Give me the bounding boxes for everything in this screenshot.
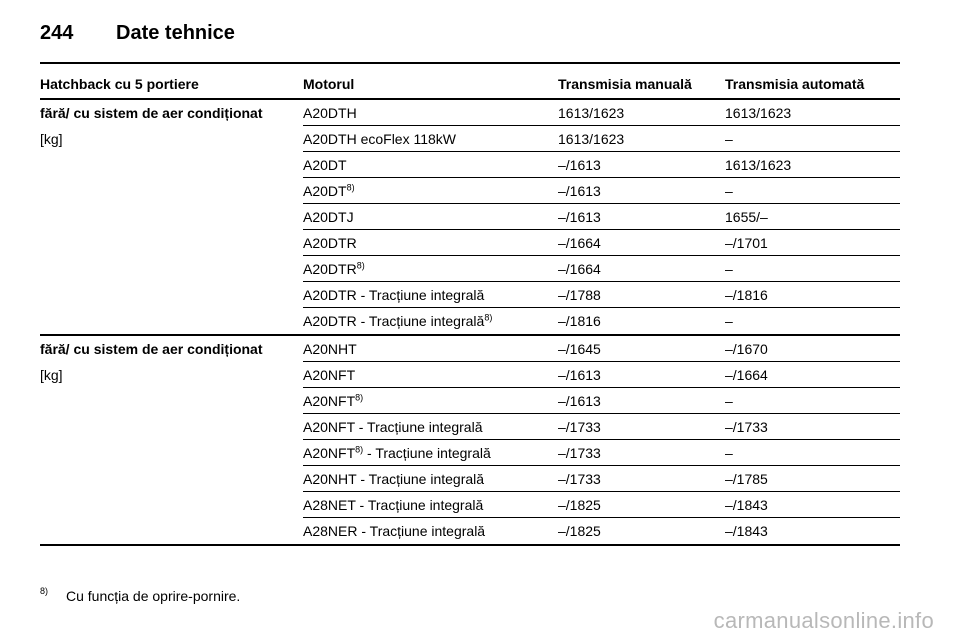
table-row: [303, 230, 900, 256]
header-group: Hatchback cu 5 portiere: [40, 76, 199, 92]
cell-auto: –/1733: [725, 418, 768, 435]
group-unit: [kg]: [40, 131, 63, 147]
cell-manual: –/1613: [558, 392, 601, 409]
cell-motor: [303, 157, 558, 173]
cell-motor: [303, 471, 558, 487]
page-title: Date tehnice: [116, 21, 235, 44]
cell-auto: –/1816: [725, 286, 768, 303]
footnote-ref: 8): [355, 443, 364, 454]
table-row: [303, 518, 900, 544]
table-row: [303, 362, 900, 388]
cell-manual: –/1825: [558, 496, 601, 513]
watermark: carmanualsonline.info: [713, 608, 934, 633]
motor-name: A28NET - Tracțiune integrală: [303, 496, 484, 513]
group-unit: [kg]: [40, 367, 63, 383]
motor-name: A20DTJ: [303, 208, 354, 225]
cell-motor: [303, 261, 558, 277]
cell-motor: [303, 419, 558, 435]
cell-manual: –/1664: [558, 234, 601, 251]
table-group: [40, 336, 900, 546]
motor-suffix: - Tracțiune integrală: [363, 444, 491, 461]
table-row: [303, 414, 900, 440]
header-manual: Transmisia manuală: [558, 76, 692, 92]
footnote-text: Cu funcția de oprire-pornire.: [66, 588, 241, 604]
table-row: [303, 388, 900, 414]
cell-manual: –/1733: [558, 444, 601, 461]
cell-motor: [303, 523, 558, 539]
motor-name: A20DT: [303, 182, 347, 199]
group-label: [40, 100, 303, 334]
table-row: [303, 256, 900, 282]
table-group: [40, 100, 900, 336]
motor-name: A20NFT: [303, 444, 356, 461]
table-row: [303, 178, 900, 204]
motor-name: A28NER - Tracțiune integrală: [303, 523, 486, 539]
footnote-mark: 8): [40, 586, 49, 596]
table-row: [303, 308, 900, 334]
cell-manual: –/1613: [558, 208, 601, 225]
cell-auto: 1655/–: [725, 208, 768, 225]
table-header-row: [40, 64, 900, 100]
cell-manual: –/1733: [558, 418, 601, 435]
footnote: [40, 588, 240, 604]
cell-motor: [303, 209, 558, 225]
motor-name: A20NFT: [303, 392, 356, 409]
table-row: [303, 492, 900, 518]
table-row: [303, 126, 900, 152]
cell-motor: [303, 131, 558, 147]
cell-motor: [303, 367, 558, 383]
cell-manual: 1613/1623: [558, 130, 625, 147]
motor-name: A20DTR: [303, 260, 357, 277]
motor-name: A20NFT: [303, 366, 356, 383]
table-row: [303, 336, 900, 362]
cell-manual: –/1816: [558, 313, 601, 329]
motor-name: A20DTH ecoFlex 118kW: [303, 130, 457, 147]
motor-name: A20DT: [303, 156, 347, 173]
motor-name: A20DTR - Tracțiune integrală: [303, 313, 485, 329]
weights-table: [40, 62, 900, 546]
cell-motor: [303, 105, 558, 121]
cell-manual: –/1645: [558, 340, 601, 357]
table-row: [303, 152, 900, 178]
cell-auto: –/1843: [725, 523, 768, 539]
cell-auto: 1613/1623: [725, 104, 792, 121]
table-row: [303, 100, 900, 126]
cell-auto: –: [725, 130, 733, 147]
motor-name: A20DTH: [303, 104, 357, 121]
footnote-ref: 8): [356, 259, 365, 270]
cell-manual: –/1788: [558, 286, 601, 303]
cell-auto: –/1785: [725, 470, 768, 487]
cell-motor: [303, 393, 558, 409]
cell-manual: –/1613: [558, 366, 601, 383]
cell-auto: –: [725, 313, 733, 329]
page-number: 244: [40, 21, 74, 44]
cell-auto: –: [725, 392, 733, 409]
cell-motor: [303, 235, 558, 251]
table-row: [303, 466, 900, 492]
cell-motor: [303, 341, 558, 357]
table-row: [303, 204, 900, 230]
cell-motor: [303, 313, 558, 329]
cell-auto: –/1701: [725, 234, 768, 251]
header-auto: Transmisia automată: [725, 76, 865, 92]
cell-manual: –/1825: [558, 523, 601, 539]
cell-auto: 1613/1623: [725, 156, 792, 173]
motor-name: A20NHT - Tracțiune integrală: [303, 470, 485, 487]
cell-manual: 1613/1623: [558, 104, 625, 121]
group-title: fără/ cu sistem de aer condiționat: [40, 105, 263, 121]
footnote-ref: 8): [355, 391, 364, 402]
motor-name: A20DTR: [303, 234, 357, 251]
cell-motor: [303, 445, 558, 461]
cell-auto: –: [725, 182, 733, 199]
cell-manual: –/1664: [558, 260, 601, 277]
motor-name: A20DTR - Tracțiune integrală: [303, 286, 485, 303]
cell-motor: [303, 183, 558, 199]
group-rows: [303, 100, 900, 334]
cell-auto: –: [725, 260, 733, 277]
group-title: fără/ cu sistem de aer condiționat: [40, 341, 263, 357]
cell-auto: –: [725, 444, 733, 461]
page-header: [40, 18, 235, 48]
cell-auto: –/1670: [725, 340, 768, 357]
cell-manual: –/1613: [558, 156, 601, 173]
footnote-ref: 8): [484, 312, 493, 323]
footnote-ref: 8): [346, 181, 355, 192]
motor-name: A20NFT - Tracțiune integrală: [303, 418, 483, 435]
table-body: [40, 100, 900, 546]
motor-name: A20NHT: [303, 340, 357, 357]
table-row: [303, 440, 900, 466]
group-rows: [303, 336, 900, 544]
cell-manual: –/1613: [558, 182, 601, 199]
cell-auto: –/1664: [725, 366, 768, 383]
cell-auto: –/1843: [725, 496, 768, 513]
table-row: [303, 282, 900, 308]
header-motor: Motorul: [303, 76, 355, 92]
cell-manual: –/1733: [558, 470, 601, 487]
cell-motor: [303, 287, 558, 303]
cell-motor: [303, 497, 558, 513]
group-label: [40, 336, 303, 544]
